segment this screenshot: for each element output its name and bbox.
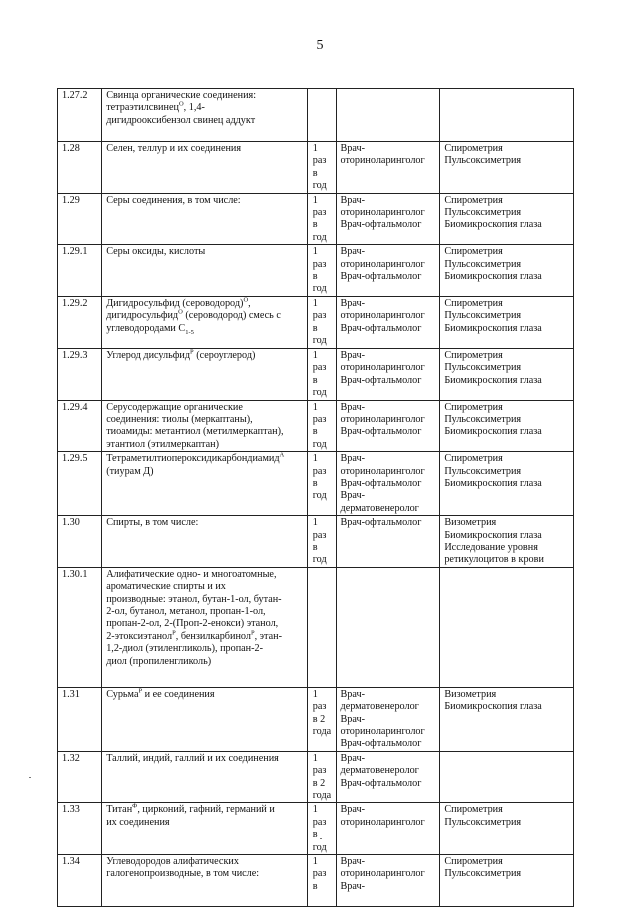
frequency-cell-line: раз: [312, 362, 327, 374]
tests-cell-line: Спирометрия: [444, 349, 503, 361]
tests-cell-line: Биомикроскопия глаза: [444, 426, 542, 438]
frequency-cell: [307, 245, 336, 297]
substance-name-cell-line: производные: этанол, бутан-1-ол, бутан-: [106, 593, 282, 605]
doctors-cell-line: Врач-: [340, 297, 366, 309]
item-number-cell: 1.29.1: [58, 245, 102, 297]
frequency-cell: [307, 452, 336, 516]
table-row: [58, 687, 574, 751]
doctors-cell-line: Врач-офтальмолог: [340, 477, 422, 489]
frequency-cell-line: раз: [312, 465, 327, 477]
frequency-cell-line: 1: [312, 688, 318, 700]
tests-cell-line: Исследование уровня: [444, 541, 538, 553]
substance-name-cell-line: Углерод дисульфид$^Р$ (сероуглерод): [106, 348, 256, 361]
item-number-cell: 1.30: [58, 516, 102, 568]
doctors-cell: [336, 245, 440, 297]
table-body: [58, 89, 574, 907]
substance-name-cell-line: соединения: тиолы (меркаптаны),: [106, 413, 253, 425]
frequency-cell: [307, 296, 336, 348]
frequency-cell-line: 1: [312, 453, 318, 465]
frequency-cell-line: в: [312, 880, 318, 892]
doctors-cell: [336, 687, 440, 751]
table-row: [58, 142, 574, 194]
tests-cell-line: Пульсоксиметрия: [444, 310, 522, 322]
substance-name-cell-line: Сурьма$^Р$ и ее соединения: [106, 687, 215, 700]
frequency-cell-line: год: [312, 841, 327, 853]
substance-name-cell-line: тиоамиды: метантиол (метилмеркаптан),: [106, 426, 284, 438]
substance-name-cell-line: Серы соединения, в том числе:: [106, 194, 241, 206]
doctors-cell: [336, 193, 440, 245]
doctors-cell-line: оториноларинголог: [340, 207, 425, 219]
tests-cell-line: Биомикроскопия глаза: [444, 322, 542, 334]
medical-exam-table: [57, 88, 574, 907]
substance-name-cell-line: Таллий, индий, галлий и их соединения: [106, 752, 279, 764]
substance-name-cell-line: 2-этоксиэтанол$^Р$, бензилкарбинол$^Р$, этан-: [106, 629, 282, 642]
item-number-cell: 1.33: [58, 803, 102, 855]
frequency-cell-line: раз: [312, 701, 327, 713]
tests-cell: [440, 400, 574, 452]
doctors-cell-line: Врач-: [340, 880, 366, 892]
frequency-cell: [307, 193, 336, 245]
substance-name-cell-line: Серы оксиды, кислоты: [106, 246, 206, 258]
substance-name-cell-line: Дигидросульфид (сероводород)$^O$,: [106, 296, 251, 309]
doctors-cell-line: Врач-офтальмолог: [340, 517, 422, 529]
tests-cell-line: Пульсоксиметрия: [444, 258, 522, 270]
tests-cell: [440, 89, 574, 142]
table-row: [58, 803, 574, 855]
tests-cell-line: Спирометрия: [444, 297, 503, 309]
substance-name-cell: [102, 296, 308, 348]
substance-name-cell: [102, 142, 308, 194]
substance-name-cell-line: Алифатические одно- и многоатомные,: [106, 568, 277, 580]
doctors-cell: [336, 89, 440, 142]
substance-name-cell-line: Титан$^Ф$, цирконий, гафний, германий и: [106, 803, 275, 816]
tests-cell-line: Пульсоксиметрия: [444, 207, 522, 219]
doctors-cell-line: дерматовенеролог: [340, 502, 419, 514]
tests-cell-line: Пульсоксиметрия: [444, 413, 522, 425]
substance-name-cell-line: 1,2-диол (этиленгликоль), пропан-2-: [106, 643, 264, 655]
item-number-cell: 1.29.2: [58, 296, 102, 348]
doctors-cell-line: Врач-: [340, 194, 366, 206]
table-row: [58, 400, 574, 452]
doctors-cell-line: оториноларинголог: [340, 155, 425, 167]
doctors-cell-line: Врач-офтальмолог: [340, 271, 422, 283]
substance-name-cell-line: Углеводородов алифатических: [106, 856, 239, 868]
frequency-cell-line: год: [312, 283, 327, 295]
substance-name-cell: [102, 245, 308, 297]
substance-name-cell: [102, 516, 308, 568]
frequency-cell-line: в: [312, 322, 318, 334]
tests-cell-line: Спирометрия: [444, 804, 503, 816]
tests-cell-line: Визометрия: [444, 688, 497, 700]
tests-cell-line: Спирометрия: [444, 856, 503, 868]
tests-cell-line: Биомикроскопия глаза: [444, 271, 542, 283]
scan-speck: [29, 777, 31, 778]
doctors-cell-line: Врач-офтальмолог: [340, 738, 422, 750]
tests-cell-line: Спирометрия: [444, 401, 503, 413]
doctors-cell: [336, 142, 440, 194]
frequency-cell-line: год: [312, 180, 327, 192]
doctors-cell: [336, 751, 440, 803]
frequency-cell-line: в 2: [312, 777, 326, 789]
substance-name-cell-line: дигидрооксибензол свинец аддукт: [106, 114, 256, 126]
item-number-cell: 1.29.5: [58, 452, 102, 516]
frequency-cell-line: 1: [312, 401, 318, 413]
frequency-cell-line: год: [312, 387, 327, 399]
substance-name-cell-line: 2-ол, бутанол, метанол, пропан-1-ол,: [106, 606, 266, 617]
frequency-cell-line: год: [312, 554, 327, 566]
doctors-cell-line: Врач-: [340, 453, 366, 465]
frequency-cell-line: 1: [312, 349, 318, 361]
tests-cell: [440, 245, 574, 297]
tests-cell-line: Спирометрия: [444, 246, 503, 258]
doctors-cell-line: оториноларинголог: [340, 726, 425, 737]
substance-name-cell: [102, 855, 308, 907]
tests-cell-line: Пульсоксиметрия: [444, 816, 522, 828]
substance-name-cell-line: Спирты, в том числе:: [106, 517, 199, 529]
doctors-cell: [336, 855, 440, 907]
frequency-cell-line: год: [312, 438, 327, 450]
tests-cell: [440, 452, 574, 516]
frequency-cell-line: в: [312, 541, 318, 553]
substance-name-cell: [102, 567, 308, 687]
doctors-cell-line: Врач-офтальмолог: [340, 426, 422, 438]
doctors-cell-line: Врач-офтальмолог: [340, 374, 422, 386]
substance-name-cell-line: Серусодержащие органические: [106, 401, 243, 413]
doctors-cell: [336, 400, 440, 452]
doctors-cell-line: оториноларинголог: [340, 258, 425, 270]
substance-name-cell-line: Селен, теллур и их соединения: [106, 143, 242, 154]
frequency-cell-line: раз: [312, 529, 327, 541]
item-number-cell: 1.29.4: [58, 400, 102, 452]
frequency-cell-line: раз: [312, 413, 327, 425]
frequency-cell: [307, 348, 336, 400]
table-row: [58, 751, 574, 803]
item-number-cell: 1.28: [58, 142, 102, 194]
frequency-cell: [307, 803, 336, 855]
frequency-cell-line: года: [312, 726, 332, 737]
table-row: [58, 296, 574, 348]
frequency-cell-line: 1: [312, 856, 318, 868]
frequency-cell: [307, 89, 336, 142]
substance-name-cell: [102, 348, 308, 400]
tests-cell-line: Биомикроскопия глаза: [444, 219, 542, 231]
tests-cell-line: Биомикроскопия глаза: [444, 529, 542, 541]
frequency-cell-line: 1: [312, 297, 318, 309]
tests-cell-line: ретикулоцитов в крови: [444, 554, 544, 566]
doctors-cell: [336, 296, 440, 348]
doctors-cell-line: оториноларинголог: [340, 465, 425, 477]
tests-cell-line: Спирометрия: [444, 194, 503, 206]
doctors-cell-line: оториноларинголог: [340, 868, 425, 880]
item-number-cell: 1.32: [58, 751, 102, 803]
tests-cell: [440, 516, 574, 568]
doctors-cell-line: Врач-: [340, 401, 366, 413]
tests-cell-line: Пульсоксиметрия: [444, 362, 522, 374]
tests-cell: [440, 193, 574, 245]
frequency-cell: [307, 855, 336, 907]
frequency-cell-line: в: [312, 374, 318, 386]
table-row: [58, 193, 574, 245]
tests-cell: [440, 348, 574, 400]
frequency-cell-line: раз: [312, 765, 327, 777]
substance-name-cell: [102, 89, 308, 142]
tests-cell: [440, 751, 574, 803]
frequency-cell: [307, 687, 336, 751]
tests-cell-line: Биомикроскопия глаза: [444, 477, 542, 489]
frequency-cell-line: 1: [312, 143, 318, 154]
doctors-cell-line: Врач-: [340, 752, 366, 764]
frequency-cell-line: в: [312, 271, 318, 283]
substance-name-cell-line: углеводородами $C_{1-5}$: [106, 322, 194, 336]
table-row: [58, 245, 574, 297]
frequency-cell-line: раз: [312, 207, 327, 219]
tests-cell-line: Визометрия: [444, 517, 497, 529]
doctors-cell-line: Врач-: [340, 246, 366, 258]
tests-cell-line: Биомикроскопия глаза: [444, 701, 542, 713]
tests-cell-line: Биомикроскопия глаза: [444, 374, 542, 386]
doctors-cell-line: Врач-офтальмолог: [340, 777, 422, 789]
substance-name-cell: [102, 687, 308, 751]
frequency-cell-line: год: [312, 231, 327, 243]
doctors-cell-line: оториноларинголог: [340, 362, 425, 374]
table-row: [58, 452, 574, 516]
tests-cell-line: Пульсоксиметрия: [444, 465, 522, 477]
frequency-cell-line: 1: [312, 194, 318, 206]
frequency-cell-line: в 2: [312, 713, 326, 725]
substance-name-cell-line: (тиурам Д): [106, 465, 154, 477]
doctors-cell-line: Врач-: [340, 804, 366, 816]
item-number-cell: 1.31: [58, 687, 102, 751]
substance-name-cell: [102, 803, 308, 855]
frequency-cell-line: года: [312, 790, 332, 802]
table-row: [58, 516, 574, 568]
frequency-cell: [307, 751, 336, 803]
scan-speck: [320, 838, 322, 839]
frequency-cell-line: в: [312, 219, 318, 231]
table-row: [58, 89, 574, 142]
item-number-cell: 1.30.1: [58, 567, 102, 687]
frequency-cell-line: в: [312, 477, 318, 489]
frequency-cell-line: в: [312, 829, 318, 841]
substance-name-cell-line: этантиол (этилмеркаптан): [106, 438, 219, 450]
substance-name-cell-line: их соединения: [106, 816, 170, 828]
doctors-cell-line: Врач-офтальмолог: [340, 219, 422, 231]
item-number-cell: 1.34: [58, 855, 102, 907]
substance-name-cell: [102, 452, 308, 516]
doctors-cell: [336, 516, 440, 568]
substance-name-cell-line: Тетраметилтиопероксидикарбондиамид$^А$: [106, 451, 285, 465]
item-number-cell: 1.29: [58, 193, 102, 245]
doctors-cell-line: Врач-офтальмолог: [340, 322, 422, 334]
tests-cell: [440, 855, 574, 907]
tests-cell-line: Спирометрия: [444, 453, 503, 465]
doctors-cell-line: Врач-: [340, 349, 366, 361]
doctors-cell-line: Врач-: [340, 490, 366, 502]
doctors-cell-line: дерматовенеролог: [340, 765, 419, 777]
tests-cell-line: Пульсоксиметрия: [444, 868, 522, 880]
frequency-cell: [307, 567, 336, 687]
frequency-cell-line: раз: [312, 310, 327, 322]
frequency-cell: [307, 142, 336, 194]
table-row: [58, 855, 574, 907]
doctors-cell-line: оториноларинголог: [340, 816, 425, 828]
doctors-cell-line: Врач-: [340, 713, 366, 725]
item-number-cell: 1.29.3: [58, 348, 102, 400]
doctors-cell: [336, 348, 440, 400]
tests-cell: [440, 567, 574, 687]
substance-name-cell-line: пропан-2-ол, 2-(Проп-2-енокси) этанол,: [106, 618, 279, 630]
doctors-cell-line: Врач-: [340, 143, 366, 154]
substance-name-cell-line: диол (пропиленгликоль): [106, 655, 212, 667]
item-number-cell: 1.27.2: [58, 89, 102, 142]
frequency-cell-line: год: [312, 335, 327, 347]
doctors-cell-line: Врач-: [340, 688, 366, 700]
frequency-cell-line: 1: [312, 517, 318, 529]
page-number: 5: [316, 38, 324, 53]
tests-cell: [440, 142, 574, 194]
tests-cell: [440, 296, 574, 348]
tests-cell: [440, 803, 574, 855]
substance-name-cell-line: тетраэтилсвинец$^O$, 1,4-: [106, 101, 205, 114]
tests-cell: [440, 687, 574, 751]
doctors-cell-line: Врач-: [340, 856, 366, 868]
substance-name-cell: [102, 193, 308, 245]
table-row: [58, 567, 574, 687]
frequency-cell-line: 1: [312, 246, 318, 258]
frequency-cell-line: 1: [312, 752, 318, 764]
doctors-cell: [336, 803, 440, 855]
substance-name-cell-line: Свинца органические соединения:: [106, 90, 257, 101]
doctors-cell-line: оториноларинголог: [340, 413, 425, 425]
doctors-cell-line: оториноларинголог: [340, 310, 425, 322]
frequency-cell-line: раз: [312, 155, 327, 167]
frequency-cell-line: год: [312, 490, 327, 502]
doctors-cell: [336, 567, 440, 687]
tests-cell-line: Пульсоксиметрия: [444, 155, 522, 167]
frequency-cell-line: раз: [312, 816, 327, 828]
table-row: [58, 348, 574, 400]
frequency-cell-line: раз: [312, 258, 327, 270]
tests-cell-line: Спирометрия: [444, 143, 503, 154]
frequency-cell-line: в: [312, 426, 318, 438]
substance-name-cell-line: дигидросульфид$^O$ (сероводород) смесь с: [106, 308, 281, 322]
doctors-cell: [336, 452, 440, 516]
frequency-cell: [307, 400, 336, 452]
substance-name-cell-line: галогенопроизводные, в том числе:: [106, 868, 260, 880]
substance-name-cell: [102, 400, 308, 452]
frequency-cell: [307, 516, 336, 568]
substance-name-cell-line: ароматические спирты и их: [106, 581, 226, 593]
frequency-cell-line: 1: [312, 804, 318, 816]
doctors-cell-line: дерматовенеролог: [340, 701, 419, 713]
substance-name-cell: [102, 751, 308, 803]
frequency-cell-line: в: [312, 167, 318, 179]
frequency-cell-line: раз: [312, 868, 327, 880]
